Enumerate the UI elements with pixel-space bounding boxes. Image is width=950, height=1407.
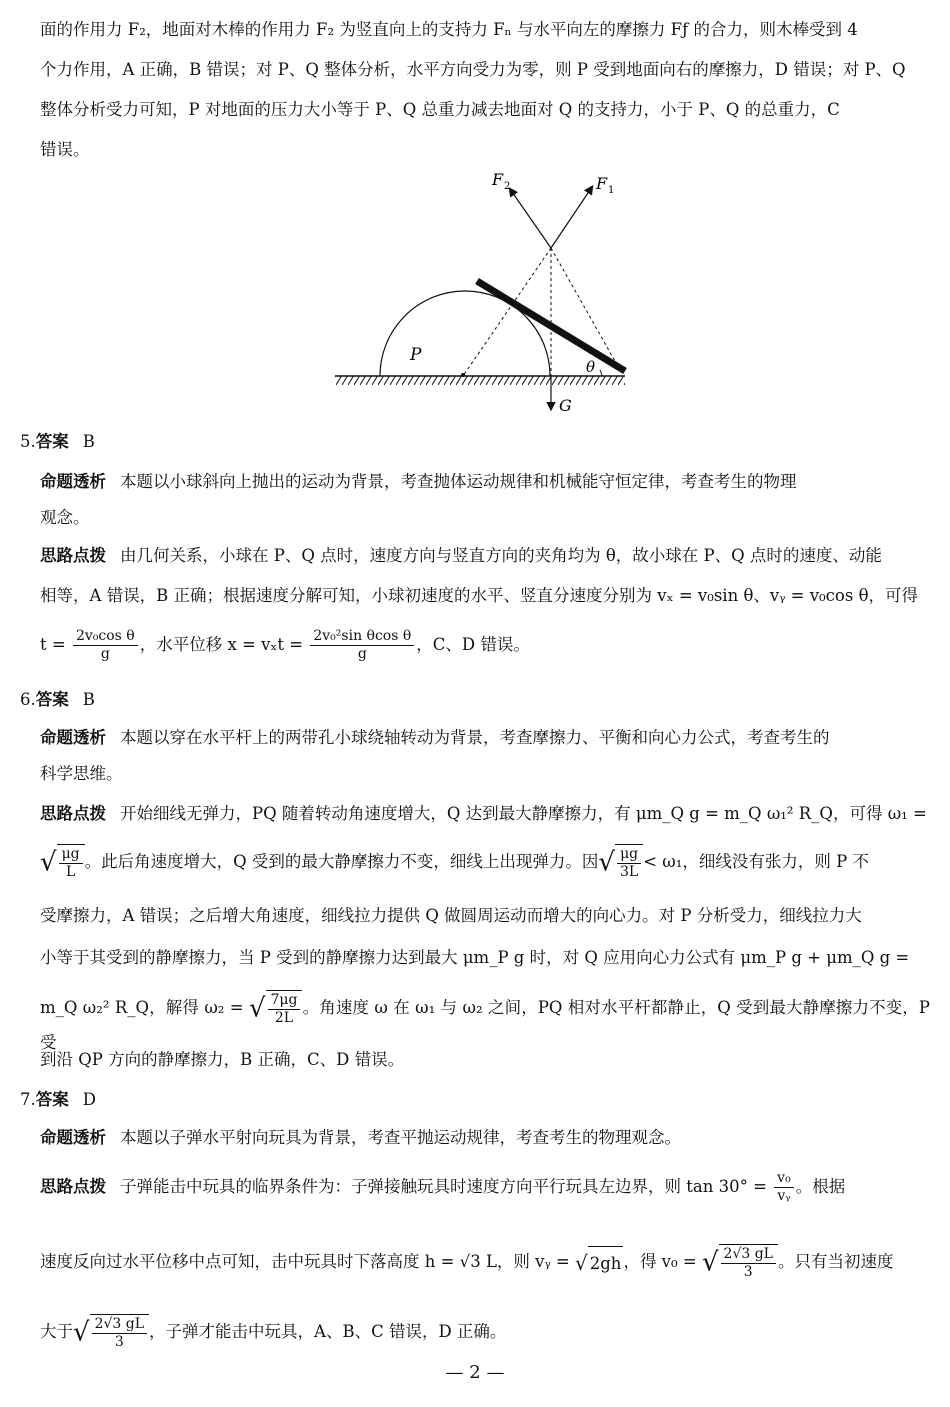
q6-reason-line-3: 受摩擦力，A 错误；之后增大角速度，细线拉力提供 Q 做圆周运动而增大的向心力。对 P 分析受力，细线拉力大 [40, 906, 862, 925]
label-theta: θ [586, 358, 596, 376]
q5-intent-label: 命题透析 [40, 472, 106, 491]
q7-reason-label: 思路点拨 [40, 1177, 106, 1196]
label-f2: F [492, 170, 504, 189]
q5-reason-line-2: 相等，A 错误，B 正确；根据速度分解可知，小球初速度的水平、竖直分速度分别为 vₓ = v₀sin θ、vᵧ = v₀cos θ，可得 [40, 586, 918, 605]
q5-t-den: g [100, 646, 110, 662]
q7-answer-label: 答案 [35, 1090, 69, 1109]
q6-s3-den: 2L [274, 1010, 294, 1026]
q5-x-fraction [310, 628, 414, 663]
q7-s-den: 3 [743, 1264, 753, 1280]
q6-reason-text-5a: m_Q ω₂² R_Q，解得 ω₂ = [40, 998, 244, 1017]
q7-tan-fraction [774, 1170, 794, 1205]
q5-x-num: 2v₀²sin θcos θ [310, 628, 414, 646]
q6-intent-text-1: 本题以穿在水平杆上的两带孔小球绕轴转动为背景，考查摩擦力、平衡和向心力公式，考查考生的 [120, 728, 830, 747]
q7-reason-text-2a: 速度反向过水平位移中点可知，击中玩具时下落高度 h = √3 L，则 vᵧ = [40, 1252, 570, 1271]
q6-intent-line-2: 科学思维。 [40, 764, 123, 783]
q6-reason-line-1 [40, 798, 930, 830]
q5-t-fraction [73, 628, 138, 663]
q5-intent-line-1 [40, 466, 930, 498]
q7-reason-text-3b: ，子弹才能击中玩具，A、B、C 错误，D 正确。 [149, 1322, 507, 1341]
q6-sqrt-1: √ $\frac{\mu g}{L}$ [40, 844, 85, 881]
q6-heading [20, 688, 95, 712]
q6-answer: B [82, 690, 95, 709]
q5-x-tail: ，C、D 错误。 [416, 635, 530, 654]
q5-answer-label: 答案 [35, 432, 69, 451]
q7-s-num: 2√3 gL [721, 1246, 776, 1264]
q6-s2-num: μg [617, 846, 641, 864]
q5-number: 5. [20, 432, 36, 451]
q7-sqrt-2gh-content: 2gh [588, 1246, 624, 1280]
label-g: G [559, 396, 572, 415]
q5-intent-line-2: 观念。 [40, 508, 90, 527]
label-p: P [410, 345, 422, 365]
q7-sqrt-v0: √ $\frac{2√3 gL}{3}$ [702, 1244, 778, 1281]
q5-intent-text-1: 本题以小球斜向上抛出的运动为背景，考查抛体运动规律和机械能守恒定律，考查考生的物理 [120, 472, 797, 491]
q6-reason-text-5b: 。角速度 ω 在 ω₁ 与 ω₂ 之间，PQ 相对水平杆都静止，Q 受到最大静摩擦力不变，P 受 [40, 998, 931, 1052]
q7-reason-text-3a: 大于 [40, 1322, 73, 1341]
q7-tan-num: v₀ [774, 1170, 794, 1188]
q7-heading [20, 1088, 96, 1112]
q5-reason-line-1 [40, 540, 930, 572]
q5-reason-label: 思路点拨 [40, 546, 106, 565]
q6-s3-num: 7μg [268, 992, 301, 1010]
q6-s1-den: L [65, 864, 76, 880]
q5-x-den: g [357, 646, 367, 662]
intro-line-2: 个力作用，A 正确，B 错误；对 P、Q 整体分析，水平方向受力为零，则 P 受到地面向右的摩擦力，D 错误；对 P、Q [40, 60, 906, 79]
q6-intent-label: 命题透析 [40, 728, 106, 747]
q6-reason-line-6: 到沿 QP 方向的静摩擦力，B 正确，C、D 错误。 [40, 1050, 405, 1069]
q6-reason-line-4: 小等于其受到的静摩擦力，当 P 受到的静摩擦力达到最大 μm_P g 时，对 Q 应用向心力公式有 μm_P g + μm_Q g = [40, 948, 910, 967]
label-f2-sub: 2 [504, 181, 511, 192]
theta-arc [600, 370, 602, 376]
q7-reason-text-2c: 。只有当初速度 [777, 1252, 894, 1271]
q5-reason-line-3 [40, 628, 930, 663]
intro-line-4: 错误。 [40, 140, 90, 159]
q6-answer-label: 答案 [35, 690, 69, 709]
q6-sqrt-3: √ $\frac{7\mu g}{2L}$ [249, 990, 303, 1027]
q7-intent-line-1 [40, 1122, 930, 1154]
q5-reason-text-1: 由几何关系，小球在 P、Q 点时，速度方向与竖直方向的夹角均为 θ，故小球在 P、Q 点时的速度、动能 [120, 546, 882, 565]
q7-intent-label: 命题透析 [40, 1128, 106, 1147]
q7-s-den-2: 3 [114, 1334, 124, 1350]
q6-number: 6. [20, 690, 36, 709]
q6-intent-line-1 [40, 722, 930, 754]
dashed-line-1 [463, 248, 551, 376]
dashed-line-3 [551, 248, 620, 370]
q5-t-num: 2v₀cos θ [73, 628, 138, 646]
q6-reason-label: 思路点拨 [40, 804, 106, 823]
q6-s1-num: μg [59, 846, 83, 864]
q7-reason-line-2 [40, 1244, 930, 1281]
force-diagram [330, 165, 660, 420]
q6-sqrt-2: √ $\frac{\mu g}{3L}$ [598, 844, 643, 881]
q7-intent-text-1: 本题以子弹水平射向玩具为背景，考查平抛运动规律，考查考生的物理观念。 [120, 1128, 681, 1147]
q5-x-text: ，水平位移 x = vₓt = [139, 635, 304, 654]
q6-reason-text-2b: < ω₁，细线没有张力，则 P 不 [643, 852, 869, 871]
q7-answer: D [82, 1090, 96, 1109]
q7-number: 7. [20, 1090, 36, 1109]
q5-t-eq: t = [40, 635, 66, 654]
q5-answer: B [82, 432, 95, 451]
q7-reason-text-2b: ，得 v₀ = [623, 1252, 697, 1271]
q7-reason-line-3 [40, 1314, 930, 1351]
contact-dot [461, 373, 465, 377]
semicircle-p [380, 291, 550, 376]
q7-reason-text-1b: 。根据 [795, 1177, 846, 1196]
q7-sqrt-2gh: √ 2gh [575, 1246, 623, 1280]
q7-tan-den: vᵧ [777, 1188, 791, 1204]
q6-s2-den: 3L [620, 864, 639, 880]
q5-heading [20, 430, 95, 454]
q7-reason-text-1a: 子弹能击中玩具的临界条件为：子弹接触玩具时速度方向平行玩具左边界，则 tan 30° = [120, 1177, 767, 1196]
intro-line-3: 整体分析受力可知，P 对地面的压力大小等于 P、Q 总重力减去地面对 Q 的支持力，小于 P、Q 的总重力，C [40, 100, 840, 119]
intro-line-1: 面的作用力 F₂，地面对木棒的作用力 F₂ 为竖直向上的支持力 Fₙ 与水平向左的摩擦力 Fƒ 的合力，则木棒受到 4 [40, 20, 858, 39]
label-f1: F [596, 174, 608, 193]
page-number: — 2 — [445, 1362, 505, 1383]
arrow-f1 [551, 187, 592, 248]
q7-sqrt-v0-repeat: √ $\frac{2√3 gL}{3}$ [73, 1314, 149, 1351]
q6-reason-line-2 [40, 844, 930, 881]
label-f1-sub: 1 [608, 185, 615, 196]
ground-hatch [335, 376, 625, 385]
q7-reason-line-1 [40, 1170, 930, 1205]
q6-reason-text-1: 开始细线无弹力，PQ 随着转动角速度增大，Q 达到最大静摩擦力，有 μm_Q g = m_Q ω₁² R_Q，可得 ω₁ = [120, 804, 927, 823]
q7-s-num-2: 2√3 gL [92, 1316, 147, 1334]
q6-reason-text-2a: 。此后角速度增大，Q 受到的最大静摩擦力不变，细线上出现弹力。因 [84, 852, 599, 871]
arrow-f2 [510, 189, 551, 248]
